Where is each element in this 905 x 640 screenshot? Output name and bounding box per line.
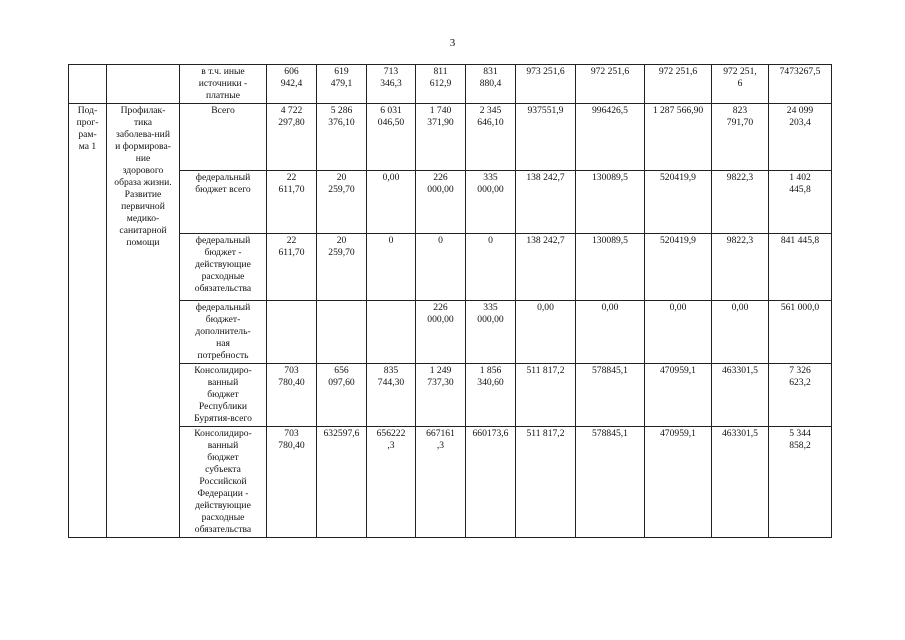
table-row (69, 364, 832, 427)
cell-line: 346,3 (380, 78, 402, 89)
cell-line: Всего (211, 105, 235, 116)
cell-line: ма 1 (78, 141, 97, 152)
cell-line: действующие (195, 500, 251, 511)
cell-line: ная (216, 338, 230, 349)
cell-line: 578845,1 (592, 365, 628, 376)
cell-line: бюджет- (205, 314, 241, 325)
value-cell (267, 301, 317, 364)
cell-line: 130089,5 (592, 235, 628, 246)
cell-line: Под- (77, 105, 98, 116)
value-cell (267, 427, 317, 538)
value-cell (466, 427, 516, 538)
cell-line: 858,2 (789, 440, 811, 451)
value-cell (416, 364, 466, 427)
value-cell (416, 301, 466, 364)
cell-line: 623,2 (789, 377, 811, 388)
cell-line: 226 (433, 172, 448, 183)
value-cell (466, 65, 516, 104)
value-cell (416, 65, 466, 104)
cell-line: Развитие (124, 189, 162, 200)
value-cell (645, 65, 712, 104)
cell-line: 6 031 (380, 105, 402, 116)
blank-cell (107, 65, 180, 104)
cell-line: бюджет (207, 389, 239, 400)
blank-cell (69, 65, 107, 104)
value-cell (516, 65, 576, 104)
cell-line: 0,00 (669, 302, 687, 313)
cell-line: 470959,1 (660, 428, 696, 439)
cell-line: 470959,1 (660, 365, 696, 376)
cell-line: 656222 (376, 428, 406, 439)
cell-line: 138 242,7 (526, 235, 565, 246)
value-cell (466, 104, 516, 171)
cell-line: федеральный (195, 302, 251, 313)
funding-source-cell (180, 427, 267, 538)
cell-line: Профилак- (120, 105, 166, 116)
cell-line: 972 251,6 (590, 66, 630, 77)
cell-line: 7473267,5 (779, 66, 821, 77)
cell-line: ,3 (387, 440, 395, 451)
cell-line: 6 (737, 78, 743, 89)
funding-source-cell (180, 104, 267, 171)
cell-line: источники - (198, 78, 248, 89)
cell-line: 0 (388, 235, 394, 246)
cell-line: 20 (336, 235, 347, 246)
value-cell (645, 171, 712, 234)
cell-line: 0,00 (537, 302, 554, 313)
value-cell (367, 104, 416, 171)
cell-line: 0,00 (731, 302, 749, 313)
value-cell (267, 104, 317, 171)
value-cell (576, 104, 645, 171)
cell-line: ванный (207, 440, 239, 451)
value-cell (645, 234, 712, 301)
cell-line: 520419,9 (660, 172, 696, 183)
value-cell (317, 234, 367, 301)
cell-line: 0,00 (601, 302, 619, 313)
value-cell (416, 427, 466, 538)
cell-line: 612,9 (429, 78, 452, 89)
cell-line: 646,10 (477, 117, 504, 128)
value-cell (267, 364, 317, 427)
value-cell (712, 104, 769, 171)
cell-line: 703 (284, 365, 299, 376)
cell-line: тика (133, 117, 153, 128)
cell-line: 942,4 (280, 78, 303, 89)
value-cell (466, 171, 516, 234)
value-cell (645, 301, 712, 364)
value-cell (416, 234, 466, 301)
cell-line: 972 251,6 (658, 66, 698, 77)
cell-line: 463301,5 (722, 428, 758, 439)
value-cell (769, 427, 832, 538)
cell-line: 5 286 (330, 105, 353, 116)
cell-line: 1 740 (429, 105, 452, 116)
value-cell (317, 301, 367, 364)
cell-line: 9822,3 (726, 235, 754, 246)
value-cell (712, 364, 769, 427)
cell-line: 520419,9 (660, 235, 696, 246)
value-cell (516, 364, 576, 427)
funding-source-cell (180, 65, 267, 104)
cell-line: 371,90 (427, 117, 454, 128)
budget-table (68, 64, 832, 538)
cell-line: 335 (483, 302, 498, 313)
cell-line: 811 (433, 66, 448, 77)
cell-line: субъекта (205, 464, 241, 475)
value-cell (576, 427, 645, 538)
value-cell (367, 65, 416, 104)
cell-line: 445,8 (789, 184, 811, 195)
cell-line: 606 (284, 66, 299, 77)
value-cell (576, 364, 645, 427)
cell-line: бюджет всего (195, 184, 251, 195)
cell-line: 000,00 (427, 314, 454, 325)
value-cell (267, 65, 317, 104)
cell-line: 1 856 (479, 365, 502, 376)
value-cell (769, 364, 832, 427)
cell-line: 000,00 (477, 184, 504, 195)
table-row (69, 171, 832, 234)
value-cell (645, 364, 712, 427)
cell-line: 097,60 (328, 377, 355, 388)
value-cell (576, 234, 645, 301)
cell-line: 000,00 (477, 314, 504, 325)
cell-line: 578845,1 (592, 428, 628, 439)
cell-line: и формирова- (115, 141, 171, 152)
cell-line: 046,50 (377, 117, 405, 128)
cell-line: 000,00 (427, 184, 454, 195)
cell-line: федеральный (195, 172, 251, 183)
cell-line: 479,1 (330, 78, 353, 89)
cell-line: потребность (197, 350, 249, 361)
cell-line: санитарной (119, 225, 167, 236)
value-cell (769, 104, 832, 171)
cell-line: 737,30 (427, 377, 454, 388)
cell-line: 138 242,7 (526, 172, 565, 183)
value-cell (712, 427, 769, 538)
cell-line: 130089,5 (592, 172, 628, 183)
value-cell (516, 104, 576, 171)
value-cell (466, 364, 516, 427)
value-cell (367, 364, 416, 427)
cell-line: расходные (201, 512, 245, 523)
cell-line: платные (206, 90, 240, 101)
table-row (69, 301, 832, 364)
value-cell (645, 427, 712, 538)
cell-line: 259,70 (328, 184, 355, 195)
cell-line: бюджет (207, 452, 239, 463)
cell-line: 259,70 (328, 247, 355, 258)
value-cell (576, 171, 645, 234)
value-cell (367, 234, 416, 301)
cell-line: Консолидиро- (194, 428, 252, 439)
cell-line: 780,40 (278, 440, 305, 451)
cell-line: Российской (199, 476, 247, 487)
cell-line: 0,00 (382, 172, 400, 183)
value-cell (712, 171, 769, 234)
cell-line: 20 (336, 172, 347, 183)
value-cell (267, 234, 317, 301)
cell-line: 376,10 (328, 117, 355, 128)
cell-line: прог- (76, 117, 99, 128)
cell-line: 24 099 (786, 105, 814, 116)
cell-line: 823 (732, 105, 748, 116)
cell-line: 744,30 (377, 377, 405, 388)
cell-line: 1 402 (789, 172, 811, 183)
cell-line: 203,4 (789, 117, 811, 128)
cell-line: Консолидиро- (194, 365, 252, 376)
cell-line: 335 (483, 172, 498, 183)
cell-line: 22 (286, 235, 297, 246)
value-cell (317, 427, 367, 538)
cell-line: действующие (195, 259, 251, 270)
cell-line: в т.ч. иные (201, 66, 245, 77)
funding-source-cell (180, 234, 267, 301)
cell-line: 22 (286, 172, 297, 183)
cell-line: 561 000,0 (780, 302, 820, 313)
cell-line: ванный (207, 377, 239, 388)
cell-line: 835 (383, 365, 399, 376)
cell-line: ,3 (436, 440, 445, 451)
value-cell (367, 301, 416, 364)
cell-line: 297,80 (278, 117, 305, 128)
value-cell (645, 104, 712, 171)
cell-line: дополнитель- (195, 326, 251, 337)
table-row (69, 427, 832, 538)
cell-line: 0 (488, 235, 493, 246)
value-cell (516, 234, 576, 301)
cell-line: Республики (198, 401, 248, 412)
cell-line: рам- (78, 129, 97, 140)
value-cell (769, 171, 832, 234)
cell-line: 1 249 (429, 365, 452, 376)
value-cell (712, 65, 769, 104)
cell-line: 2 345 (479, 105, 502, 116)
cell-line: 713 (383, 66, 399, 77)
value-cell (267, 171, 317, 234)
cell-line: 973 251,6 (526, 66, 565, 77)
value-cell (466, 301, 516, 364)
cell-line: 667161 (426, 428, 455, 439)
value-cell (576, 301, 645, 364)
cell-line: 780,40 (278, 377, 305, 388)
value-cell (317, 65, 367, 104)
cell-line: здорового (122, 165, 164, 176)
cell-line: 972 251, (723, 66, 757, 77)
funding-source-cell (180, 301, 267, 364)
funding-source-cell (180, 171, 267, 234)
cell-line: 619 (334, 66, 349, 77)
cell-line: помощи (126, 237, 160, 248)
table-row (69, 104, 832, 171)
cell-line: 632597,6 (323, 428, 360, 439)
cell-line: 611,70 (278, 184, 305, 195)
table-row (69, 65, 832, 104)
cell-line: 841 445,8 (780, 235, 820, 246)
program-cell (69, 104, 107, 538)
cell-line: 791,70 (726, 117, 754, 128)
cell-line: 4 722 (280, 105, 303, 116)
cell-line: Бурятия-всего (194, 413, 252, 424)
value-cell (416, 171, 466, 234)
cell-line: обязательства (194, 524, 252, 535)
value-cell (367, 171, 416, 234)
value-cell (769, 65, 832, 104)
value-cell (416, 104, 466, 171)
table-row (69, 234, 832, 301)
cell-line: 340,60 (477, 377, 504, 388)
value-cell (712, 234, 769, 301)
cell-line: 0 (438, 235, 443, 246)
cell-line: 7 326 (789, 365, 811, 376)
cell-line: 703 (284, 428, 299, 439)
value-cell (317, 104, 367, 171)
cell-line: обязательства (194, 283, 252, 294)
cell-line: образа жизни. (114, 177, 172, 188)
cell-line: 511 817,2 (526, 428, 565, 439)
cell-line: 660173,6 (472, 428, 509, 439)
value-cell (367, 427, 416, 538)
cell-line: медико- (126, 213, 160, 224)
cell-line: 463301,5 (722, 365, 758, 376)
cell-line: 880,4 (479, 78, 502, 89)
value-cell (516, 171, 576, 234)
cell-line: бюджет - (204, 247, 242, 258)
value-cell (712, 301, 769, 364)
page-number: 3 (449, 37, 456, 49)
cell-line: Федерации - (197, 488, 249, 499)
value-cell (317, 171, 367, 234)
cell-line: расходные (201, 271, 245, 282)
cell-line: 226 (433, 302, 448, 313)
cell-line: заболева-ний (116, 129, 170, 140)
program-title-cell (107, 104, 180, 538)
cell-line: 937551,9 (527, 105, 564, 116)
value-cell (516, 427, 576, 538)
cell-line: 611,70 (278, 247, 305, 258)
cell-line: ние (135, 153, 151, 164)
value-cell (769, 234, 832, 301)
cell-line: 9822,3 (726, 172, 754, 183)
cell-line: федеральный (195, 235, 251, 246)
value-cell (317, 364, 367, 427)
cell-line: 5 344 (789, 428, 811, 439)
cell-line: 511 817,2 (526, 365, 565, 376)
cell-line: 1 287 566,90 (652, 105, 704, 116)
value-cell (466, 234, 516, 301)
funding-source-cell (180, 364, 267, 427)
value-cell (576, 65, 645, 104)
value-cell (516, 301, 576, 364)
cell-line: 831 (483, 66, 498, 77)
cell-line: первичной (121, 201, 165, 212)
value-cell (769, 301, 832, 364)
cell-line: 656 (334, 365, 349, 376)
cell-line: 996426,5 (592, 105, 628, 116)
